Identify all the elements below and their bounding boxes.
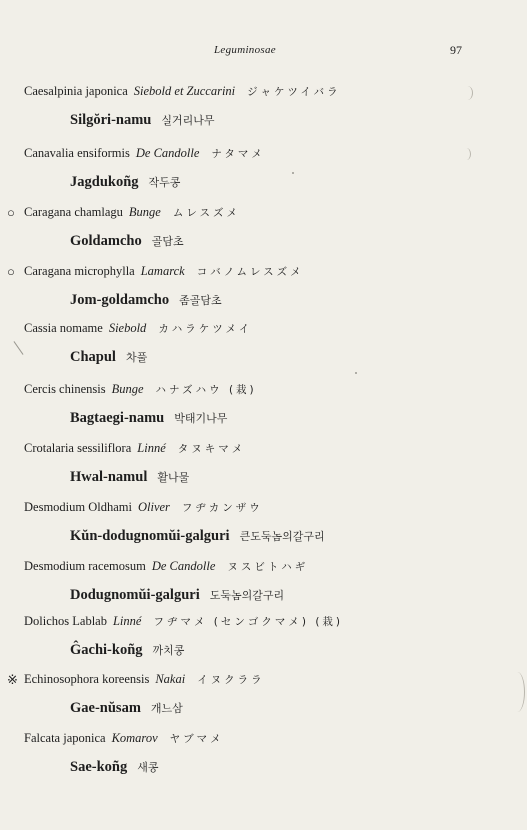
- scientific-name: Canavalia ensiformis: [24, 146, 130, 160]
- author-name: Komarov: [111, 731, 158, 745]
- scan-artifact: [510, 672, 525, 712]
- japanese-name: フヂカンザウ: [181, 502, 263, 514]
- species-entry: [0, 614, 527, 670]
- japanese-name: コバノムレスズメ: [196, 266, 304, 278]
- scientific-name-line: [24, 382, 257, 397]
- species-entry: [0, 321, 527, 377]
- author-name: Linné: [137, 441, 166, 455]
- korean-name-line: [70, 587, 284, 604]
- japanese-name: タヌキマメ: [177, 443, 246, 455]
- korean-romanized-name: Ĝachi-koñg: [70, 642, 143, 658]
- entry-marker: ○: [7, 205, 15, 220]
- scientific-name: Desmodium racemosum: [24, 559, 146, 573]
- entry-marker: ○: [7, 264, 15, 279]
- japanese-name: ナタマメ: [211, 148, 265, 160]
- scientific-name: Caesalpinia japonica: [24, 84, 128, 98]
- korean-hangul-name: 큰도둑놈의갈구리: [239, 530, 325, 543]
- author-name: Siebold et Zuccarini: [133, 84, 236, 98]
- author-name: Oliver: [137, 500, 170, 514]
- species-entry: [0, 264, 527, 320]
- korean-name-line: [70, 642, 184, 659]
- korean-hangul-name: 실거리나무: [161, 114, 215, 127]
- japanese-name: ハナズハウ (栽): [155, 384, 257, 396]
- korean-hangul-name: 새콩: [137, 761, 159, 774]
- scientific-name-line: [24, 559, 308, 574]
- scientific-name: Falcata japonica: [24, 731, 106, 745]
- species-entry: [0, 84, 527, 140]
- author-name: Siebold: [108, 321, 147, 335]
- scientific-name: Cassia nomame: [24, 321, 103, 335]
- species-entry: [0, 672, 527, 728]
- korean-romanized-name: Dodugnomŭi-galguri: [70, 587, 200, 603]
- ink-speck: [292, 172, 294, 174]
- korean-romanized-name: Jom-goldamcho: [70, 292, 170, 308]
- scientific-name: Crotalaria sessiliflora: [24, 441, 132, 455]
- author-name: Bunge: [111, 382, 144, 396]
- scientific-name: Caragana microphylla: [24, 264, 135, 278]
- korean-name-line: [70, 233, 184, 250]
- species-entry: [0, 500, 527, 556]
- scientific-name-line: [7, 264, 304, 279]
- author-name: De Candolle: [151, 559, 216, 573]
- korean-romanized-name: Goldamcho: [70, 233, 142, 249]
- scientific-name-line: [24, 321, 252, 336]
- scientific-name-line: [24, 500, 263, 515]
- scientific-name-line: [24, 614, 343, 629]
- korean-romanized-name: Silgŏri-namu: [70, 112, 152, 128]
- species-entry: [0, 441, 527, 497]
- species-entry: [0, 559, 527, 615]
- species-entry: [0, 146, 527, 202]
- scientific-name: Desmodium Oldhami: [24, 500, 132, 514]
- korean-name-line: [70, 759, 158, 776]
- scientific-name-line: [24, 146, 265, 161]
- japanese-name: ムレスズメ: [172, 207, 241, 219]
- entry-marker: ※: [7, 672, 18, 687]
- species-entry: [0, 382, 527, 438]
- korean-romanized-name: Sae-koñg: [70, 759, 128, 775]
- ink-speck: [355, 372, 357, 374]
- korean-hangul-name: 개느삼: [150, 702, 183, 715]
- japanese-name: ジャケツイバラ: [247, 86, 341, 98]
- species-entry: [0, 731, 527, 787]
- korean-hangul-name: 박태기나무: [174, 412, 228, 425]
- scan-artifact: [462, 86, 473, 100]
- scientific-name-line: [24, 731, 224, 746]
- korean-name-line: [70, 700, 183, 717]
- author-name: Nakai: [155, 672, 186, 686]
- scientific-name-line: [24, 441, 245, 456]
- korean-name-line: [70, 174, 180, 191]
- family-title: Leguminosae: [214, 44, 276, 56]
- scan-artifact: [462, 148, 471, 160]
- korean-hangul-name: 좀골담초: [179, 294, 222, 307]
- korean-name-line: [70, 112, 215, 129]
- page-number: 97: [450, 43, 462, 57]
- scientific-name-line: [24, 84, 341, 99]
- scientific-name: Cercis chinensis: [24, 382, 106, 396]
- korean-name-line: [70, 528, 325, 545]
- korean-romanized-name: Chapul: [70, 349, 116, 365]
- korean-name-line: [70, 292, 222, 309]
- korean-name-line: [70, 349, 147, 366]
- japanese-name: ヌスビトハギ: [227, 561, 309, 573]
- korean-hangul-name: 도둑놈의갈구리: [209, 589, 285, 602]
- korean-hangul-name: 골담초: [151, 235, 184, 248]
- japanese-name: フヂマメ (センゴクマメ) (栽): [153, 616, 344, 628]
- korean-hangul-name: 활나물: [157, 471, 190, 484]
- korean-romanized-name: Gae-nŭsam: [70, 700, 141, 716]
- species-entry: [0, 205, 527, 261]
- korean-romanized-name: Hwal-namul: [70, 469, 148, 485]
- running-header: [0, 44, 527, 62]
- scientific-name-line: [7, 205, 241, 220]
- korean-name-line: [70, 469, 189, 486]
- japanese-name: イヌクララ: [197, 674, 265, 686]
- korean-hangul-name: 작두콩: [148, 176, 181, 189]
- korean-name-line: [70, 410, 227, 427]
- korean-hangul-name: 까치콩: [152, 644, 185, 657]
- author-name: Bunge: [128, 205, 161, 219]
- scientific-name: Caragana chamlagu: [24, 205, 123, 219]
- korean-hangul-name: 차풀: [125, 351, 148, 364]
- author-name: Lamarck: [140, 264, 185, 278]
- japanese-name: カハラケツメイ: [158, 323, 253, 335]
- korean-romanized-name: Jagdukoñg: [70, 174, 139, 190]
- korean-romanized-name: Bagtaegi-namu: [70, 410, 165, 426]
- scientific-name: Echinosophora koreensis: [24, 672, 150, 686]
- scientific-name-line: [7, 672, 265, 687]
- scientific-name: Dolichos Lablab: [24, 614, 107, 628]
- japanese-name: ヤブマメ: [169, 733, 224, 745]
- author-name: De Candolle: [135, 146, 200, 160]
- korean-romanized-name: Kŭn-dodugnomŭi-galguri: [70, 528, 230, 544]
- author-name: Linné: [112, 614, 142, 628]
